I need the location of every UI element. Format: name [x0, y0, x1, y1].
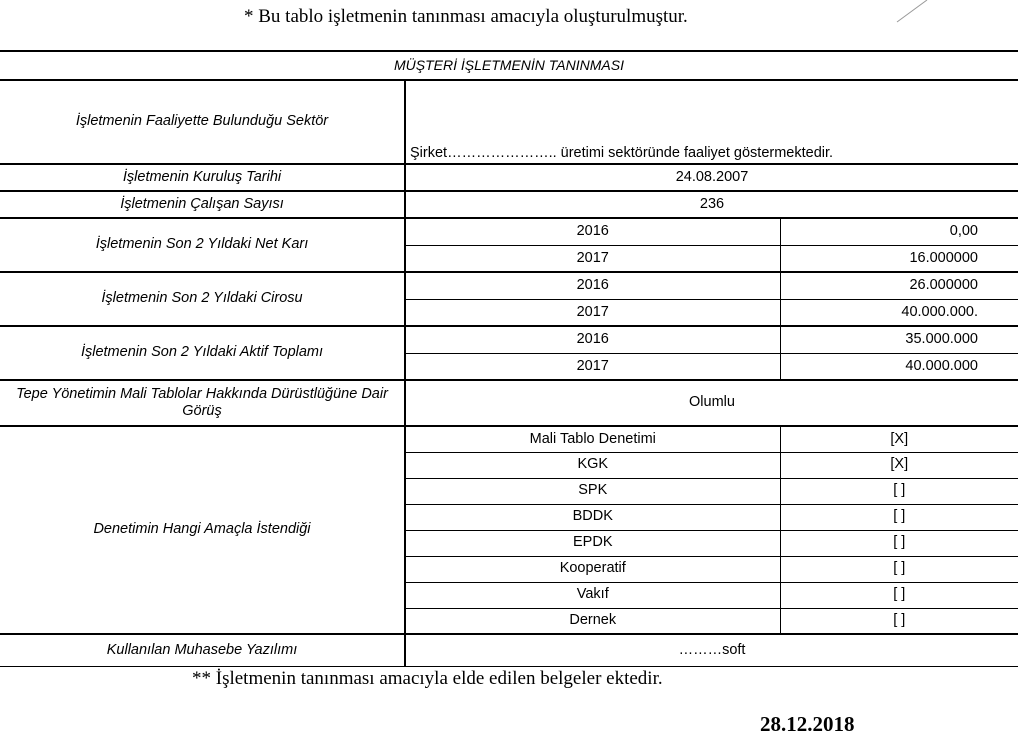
audit-option-name: Dernek: [405, 608, 780, 634]
management-opinion-value: Olumlu: [405, 380, 1018, 426]
audit-option-name: SPK: [405, 478, 780, 504]
management-opinion-label: Tepe Yönetimin Mali Tablolar Hakkında Dürüstlüğüne Dair Görüş: [0, 380, 405, 426]
accounting-software-label: Kullanılan Muhasebe Yazılımı: [0, 634, 405, 666]
audit-option-name: KGK: [405, 452, 780, 478]
employee-count-value: 236: [405, 191, 1018, 218]
net-profit-label: İşletmenin Son 2 Yıldaki Net Karı: [0, 218, 405, 272]
founding-date-label: İşletmenin Kuruluş Tarihi: [0, 164, 405, 191]
company-profile-table: [0, 50, 1018, 667]
audit-option-checkbox: [ ]: [780, 556, 1018, 582]
audit-option-checkbox: [ ]: [780, 478, 1018, 504]
audit-option-name: Kooperatif: [405, 556, 780, 582]
sector-label: İşletmenin Faaliyette Bulunduğu Sektör: [0, 80, 405, 164]
audit-option-name: Mali Tablo Denetimi: [405, 426, 780, 452]
audit-option-checkbox: [X]: [780, 452, 1018, 478]
sector-value: Şirket………………….. üretimi sektöründe faaliyet göstermektedir.: [405, 80, 1018, 164]
audit-option-checkbox: [X]: [780, 426, 1018, 452]
decorative-slash: [895, 0, 935, 24]
assets-value: 35.000.000: [780, 326, 1018, 353]
audit-option-checkbox: [ ]: [780, 504, 1018, 530]
net-profit-year: 2016: [405, 218, 780, 245]
audit-option-name: BDDK: [405, 504, 780, 530]
audit-option-checkbox: [ ]: [780, 608, 1018, 634]
assets-label: İşletmenin Son 2 Yıldaki Aktif Toplamı: [0, 326, 405, 380]
assets-year: 2017: [405, 353, 780, 380]
audit-option-checkbox: [ ]: [780, 530, 1018, 556]
net-profit-value: 0,00: [780, 218, 1018, 245]
accounting-software-value: ………soft: [405, 634, 1018, 666]
table-title: MÜŞTERİ İŞLETMENİN TANINMASI: [0, 51, 1018, 80]
net-profit-year: 2017: [405, 245, 780, 272]
document-date: 28.12.2018: [760, 712, 855, 736]
revenue-year: 2017: [405, 299, 780, 326]
revenue-label: İşletmenin Son 2 Yıldaki Cirosu: [0, 272, 405, 326]
revenue-value: 40.000.000.: [780, 299, 1018, 326]
audit-purpose-label: Denetimin Hangi Amaçla İstendiği: [0, 426, 405, 634]
revenue-year: 2016: [405, 272, 780, 299]
audit-option-checkbox: [ ]: [780, 582, 1018, 608]
revenue-value: 26.000000: [780, 272, 1018, 299]
audit-option-name: Vakıf: [405, 582, 780, 608]
assets-value: 40.000.000: [780, 353, 1018, 380]
assets-year: 2016: [405, 326, 780, 353]
net-profit-value: 16.000000: [780, 245, 1018, 272]
top-note: * Bu tablo işletmenin tanınması amacıyla oluşturulmuştur.: [244, 6, 688, 27]
bottom-note: ** İşletmenin tanınması amacıyla elde edilen belgeler ektedir.: [192, 668, 663, 689]
founding-date-value: 24.08.2007: [405, 164, 1018, 191]
audit-option-name: EPDK: [405, 530, 780, 556]
employee-count-label: İşletmenin Çalışan Sayısı: [0, 191, 405, 218]
